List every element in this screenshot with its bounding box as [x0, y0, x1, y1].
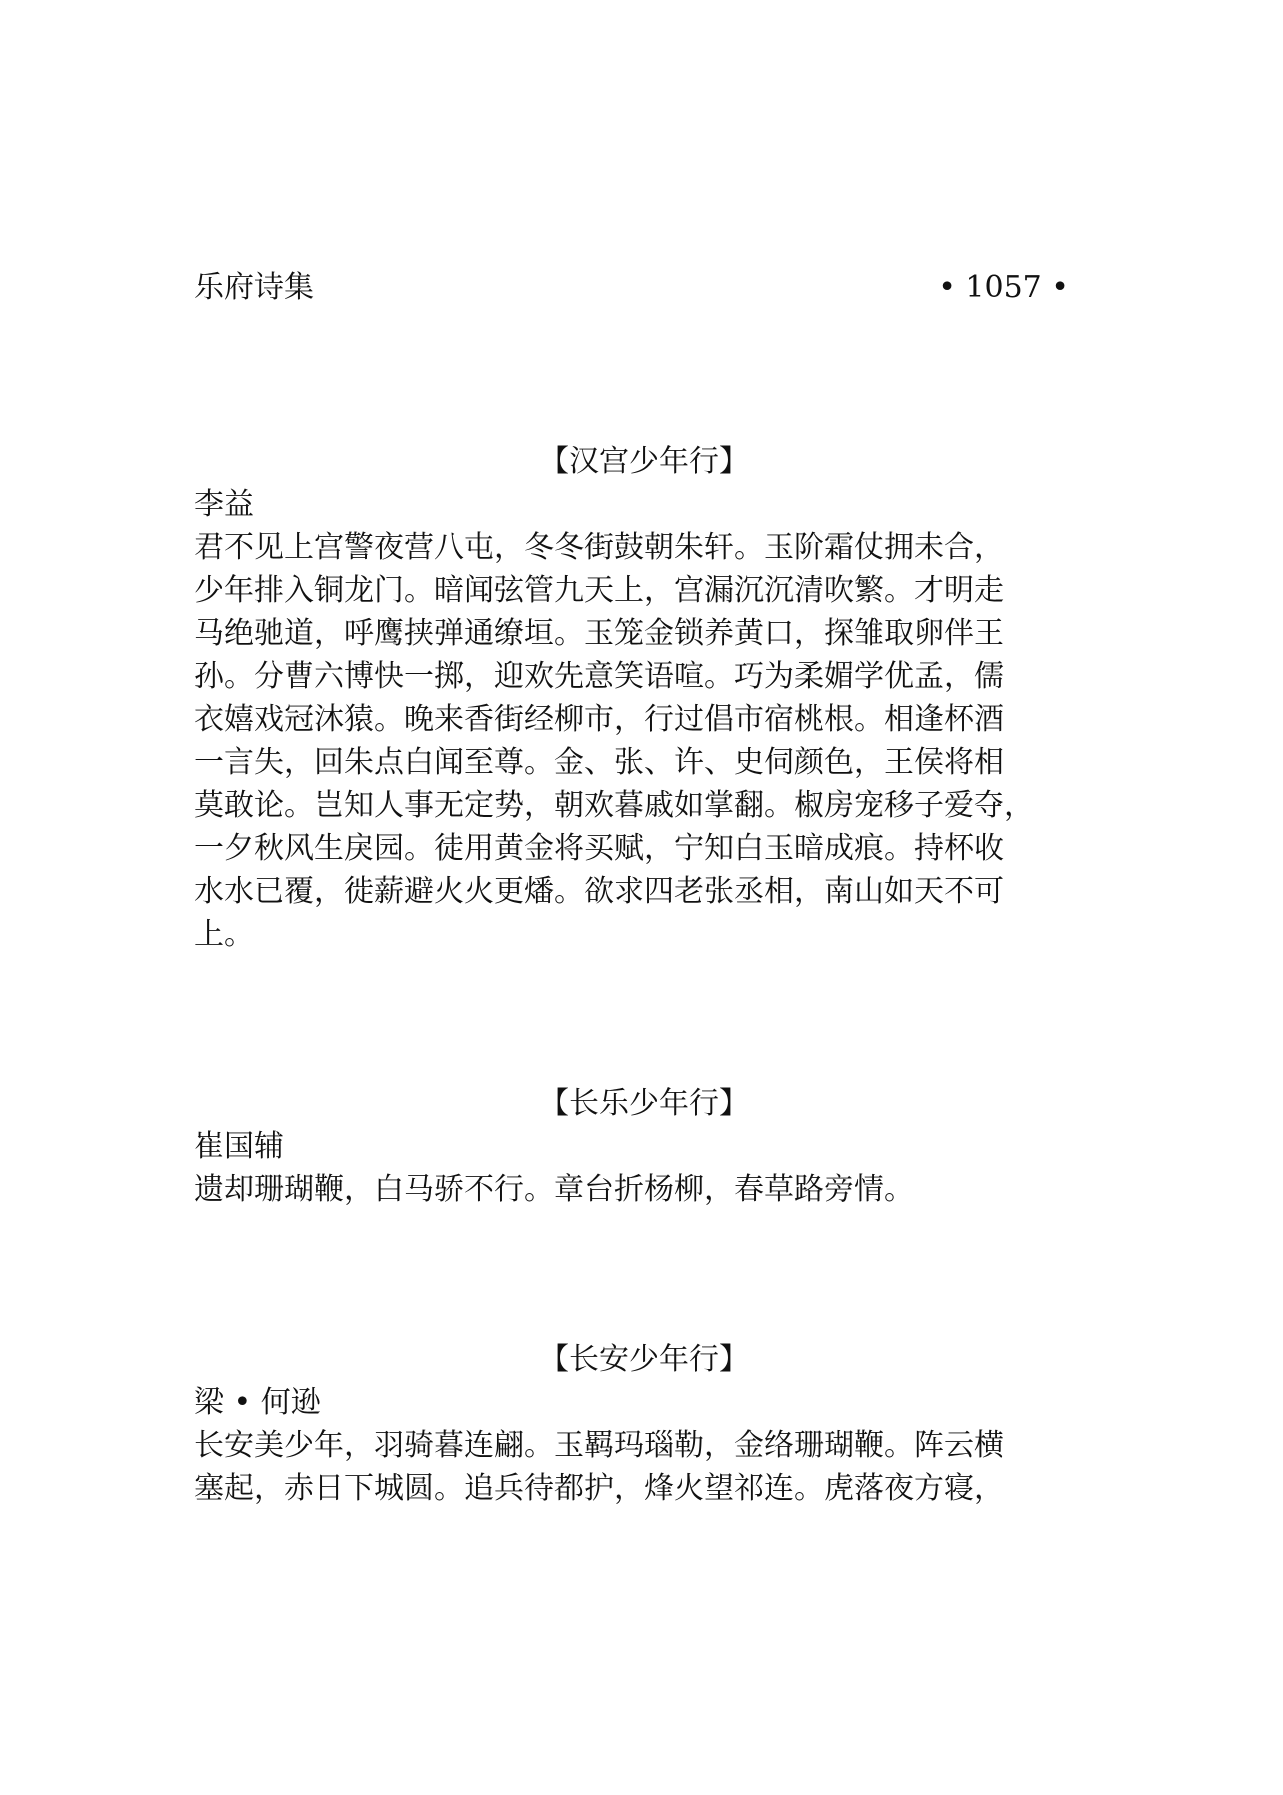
poem-line: 长安美少年，羽骑暮连翩。玉羁玛瑙勒，金络珊瑚鞭。阵云横 — [194, 1428, 1004, 1463]
poem-line: 水水已覆，徙薪避火火更燔。欲求四老张丞相，南山如天不可 — [194, 874, 1004, 909]
poem-line: 孙。分曹六博快一掷，迎欢先意笑语喧。巧为柔媚学优孟，儒 — [194, 659, 1004, 694]
poem-line: 少年排入铜龙门。暗闻弦管九天上，宫漏沉沉清吹繁。才明走 — [194, 573, 1004, 608]
poem-title: 【长乐少年行】 — [539, 1086, 749, 1121]
poem-line: 塞起，赤日下城圆。追兵待都护，烽火望祁连。虎落夜方寝， — [194, 1471, 1004, 1506]
poem-line: 遗却珊瑚鞭，白马骄不行。章台折杨柳，春草路旁情。 — [194, 1172, 914, 1207]
poem-chang-an — [194, 1338, 1094, 1510]
poem-line: 一言失，回朱点白闻至尊。金、张、许、史伺颜色，王侯将相 — [194, 745, 1004, 780]
poem-author: 梁 • 何逊 — [194, 1385, 321, 1420]
poem-line: 上。 — [194, 917, 254, 952]
poem-line: 马绝驰道，呼鹰挟弹通缭垣。玉笼金锁养黄口，探雏取卵伴王 — [194, 616, 1004, 651]
poem-author: 李益 — [194, 487, 254, 522]
poem-line: 莫敢论。岂知人事无定势，朝欢暮戚如掌翻。椒房宠移子爱夺， — [194, 788, 1034, 823]
poem-line: 一夕秋风生戾园。徒用黄金将买赋，宁知白玉暗成痕。持杯收 — [194, 831, 1004, 866]
poem-han-gong — [194, 440, 1094, 956]
running-title: 乐府诗集 — [194, 270, 314, 305]
poem-body — [194, 526, 1094, 956]
page-number: • 1057 • — [938, 270, 1069, 305]
poem-author: 崔国辅 — [194, 1129, 284, 1164]
poem-chang-le — [194, 1082, 1094, 1211]
poem-title: 【汉宫少年行】 — [539, 444, 749, 479]
poem-title: 【长安少年行】 — [539, 1342, 749, 1377]
poem-line: 衣嬉戏冠沐猿。晚来香街经柳市，行过倡市宿桃根。相逢杯酒 — [194, 702, 1004, 737]
poem-body — [194, 1168, 1094, 1211]
poem-line: 君不见上宫警夜营八屯，冬冬街鼓朝朱轩。玉阶霜仗拥未合， — [194, 530, 1004, 565]
poem-body — [194, 1424, 1094, 1510]
